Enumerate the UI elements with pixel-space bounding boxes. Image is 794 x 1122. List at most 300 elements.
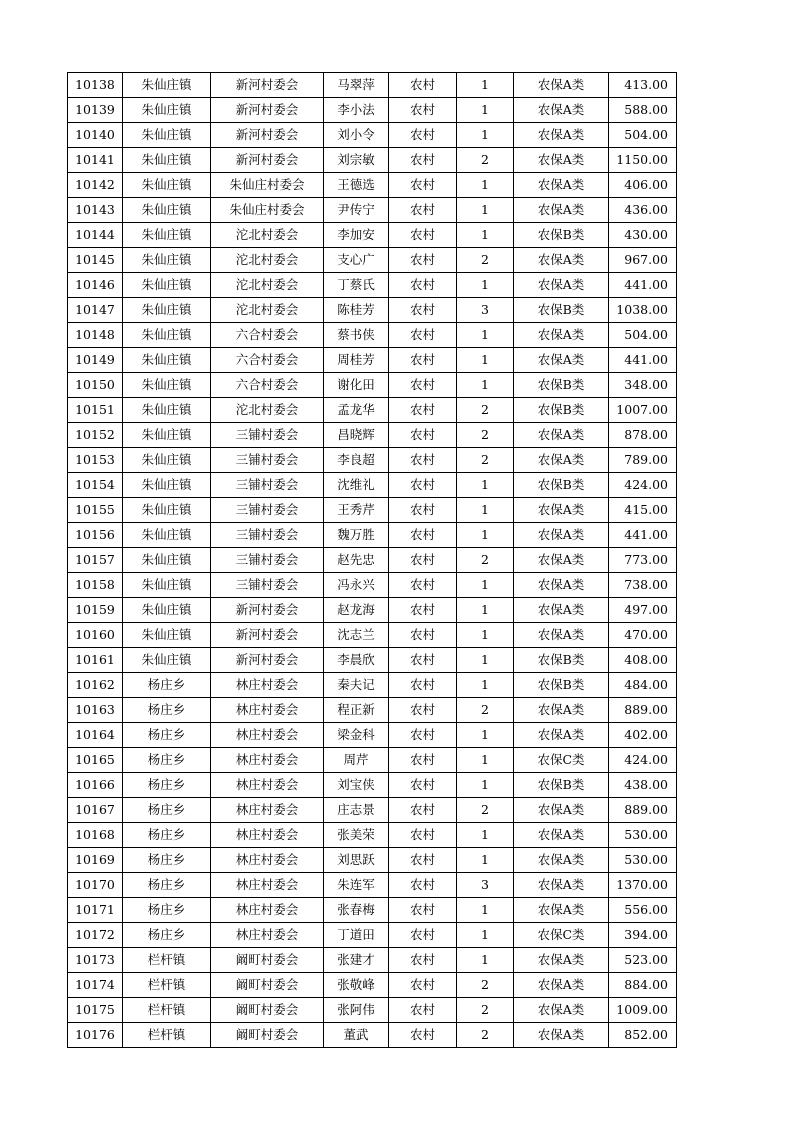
- id-cell: 10166: [68, 773, 123, 798]
- table-row: [68, 298, 677, 323]
- village-cell: 林庄村委会: [211, 798, 324, 823]
- table-row: [68, 248, 677, 273]
- amount-cell: 441.00: [609, 273, 677, 298]
- table-row: [68, 648, 677, 673]
- amount-cell: 415.00: [609, 498, 677, 523]
- count-cell: 2: [457, 248, 514, 273]
- area-cell: 农村: [389, 398, 457, 423]
- amount-cell: 588.00: [609, 98, 677, 123]
- amount-cell: 408.00: [609, 648, 677, 673]
- id-cell: 10173: [68, 948, 123, 973]
- count-cell: 1: [457, 348, 514, 373]
- id-cell: 10141: [68, 148, 123, 173]
- village-cell: 沱北村委会: [211, 273, 324, 298]
- name-cell: 梁金科: [324, 723, 389, 748]
- id-cell: 10171: [68, 898, 123, 923]
- id-cell: 10174: [68, 973, 123, 998]
- township-cell: 朱仙庄镇: [123, 398, 211, 423]
- name-cell: 庄志景: [324, 798, 389, 823]
- village-cell: 新河村委会: [211, 148, 324, 173]
- name-cell: 李加安: [324, 223, 389, 248]
- count-cell: 1: [457, 598, 514, 623]
- id-cell: 10138: [68, 73, 123, 98]
- table-body: [68, 73, 677, 1048]
- area-cell: 农村: [389, 948, 457, 973]
- category-cell: 农保A类: [514, 948, 609, 973]
- amount-cell: 530.00: [609, 823, 677, 848]
- category-cell: 农保A类: [514, 848, 609, 873]
- table-row: [68, 823, 677, 848]
- area-cell: 农村: [389, 473, 457, 498]
- count-cell: 1: [457, 98, 514, 123]
- category-cell: 农保A类: [514, 873, 609, 898]
- name-cell: 蔡书侠: [324, 323, 389, 348]
- name-cell: 秦夫记: [324, 673, 389, 698]
- area-cell: 农村: [389, 123, 457, 148]
- table-row: [68, 173, 677, 198]
- village-cell: 三铺村委会: [211, 498, 324, 523]
- village-cell: 新河村委会: [211, 123, 324, 148]
- table-row: [68, 148, 677, 173]
- table-row: [68, 223, 677, 248]
- table-row: [68, 848, 677, 873]
- area-cell: 农村: [389, 423, 457, 448]
- table-row: [68, 523, 677, 548]
- area-cell: 农村: [389, 898, 457, 923]
- name-cell: 冯永兴: [324, 573, 389, 598]
- category-cell: 农保A类: [514, 123, 609, 148]
- category-cell: 农保A类: [514, 273, 609, 298]
- village-cell: 三铺村委会: [211, 473, 324, 498]
- category-cell: 农保A类: [514, 98, 609, 123]
- name-cell: 张敬峰: [324, 973, 389, 998]
- village-cell: 朱仙庄村委会: [211, 173, 324, 198]
- township-cell: 朱仙庄镇: [123, 298, 211, 323]
- name-cell: 丁道田: [324, 923, 389, 948]
- area-cell: 农村: [389, 348, 457, 373]
- village-cell: 林庄村委会: [211, 898, 324, 923]
- name-cell: 陈桂芳: [324, 298, 389, 323]
- name-cell: 沈维礼: [324, 473, 389, 498]
- category-cell: 农保A类: [514, 548, 609, 573]
- id-cell: 10148: [68, 323, 123, 348]
- village-cell: 阚町村委会: [211, 973, 324, 998]
- table-row: [68, 98, 677, 123]
- name-cell: 王秀芹: [324, 498, 389, 523]
- count-cell: 1: [457, 823, 514, 848]
- area-cell: 农村: [389, 198, 457, 223]
- category-cell: 农保B类: [514, 398, 609, 423]
- id-cell: 10169: [68, 848, 123, 873]
- amount-cell: 852.00: [609, 1023, 677, 1048]
- amount-cell: 504.00: [609, 123, 677, 148]
- category-cell: 农保A类: [514, 73, 609, 98]
- village-cell: 林庄村委会: [211, 773, 324, 798]
- name-cell: 尹传宁: [324, 198, 389, 223]
- township-cell: 朱仙庄镇: [123, 498, 211, 523]
- name-cell: 支心广: [324, 248, 389, 273]
- name-cell: 昌晓辉: [324, 423, 389, 448]
- township-cell: 朱仙庄镇: [123, 173, 211, 198]
- category-cell: 农保A类: [514, 1023, 609, 1048]
- village-cell: 新河村委会: [211, 623, 324, 648]
- name-cell: 丁蔡氏: [324, 273, 389, 298]
- category-cell: 农保A类: [514, 698, 609, 723]
- township-cell: 朱仙庄镇: [123, 348, 211, 373]
- id-cell: 10143: [68, 198, 123, 223]
- count-cell: 1: [457, 473, 514, 498]
- name-cell: 周桂芳: [324, 348, 389, 373]
- category-cell: 农保A类: [514, 323, 609, 348]
- name-cell: 张春梅: [324, 898, 389, 923]
- amount-cell: 424.00: [609, 748, 677, 773]
- area-cell: 农村: [389, 648, 457, 673]
- id-cell: 10157: [68, 548, 123, 573]
- id-cell: 10159: [68, 598, 123, 623]
- township-cell: 杨庄乡: [123, 873, 211, 898]
- category-cell: 农保A类: [514, 173, 609, 198]
- village-cell: 新河村委会: [211, 648, 324, 673]
- amount-cell: 1370.00: [609, 873, 677, 898]
- count-cell: 1: [457, 198, 514, 223]
- township-cell: 朱仙庄镇: [123, 423, 211, 448]
- township-cell: 朱仙庄镇: [123, 598, 211, 623]
- village-cell: 三铺村委会: [211, 548, 324, 573]
- category-cell: 农保B类: [514, 473, 609, 498]
- area-cell: 农村: [389, 1023, 457, 1048]
- name-cell: 沈志兰: [324, 623, 389, 648]
- count-cell: 1: [457, 773, 514, 798]
- amount-cell: 470.00: [609, 623, 677, 648]
- area-cell: 农村: [389, 573, 457, 598]
- village-cell: 新河村委会: [211, 98, 324, 123]
- table-row: [68, 898, 677, 923]
- township-cell: 杨庄乡: [123, 673, 211, 698]
- village-cell: 沱北村委会: [211, 223, 324, 248]
- category-cell: 农保A类: [514, 423, 609, 448]
- table-row: [68, 448, 677, 473]
- area-cell: 农村: [389, 248, 457, 273]
- category-cell: 农保A类: [514, 823, 609, 848]
- area-cell: 农村: [389, 323, 457, 348]
- township-cell: 朱仙庄镇: [123, 273, 211, 298]
- township-cell: 栏杆镇: [123, 1023, 211, 1048]
- table-row: [68, 123, 677, 148]
- table-row: [68, 723, 677, 748]
- area-cell: 农村: [389, 148, 457, 173]
- id-cell: 10146: [68, 273, 123, 298]
- table-row: [68, 798, 677, 823]
- area-cell: 农村: [389, 448, 457, 473]
- amount-cell: 484.00: [609, 673, 677, 698]
- table-row: [68, 773, 677, 798]
- area-cell: 农村: [389, 223, 457, 248]
- name-cell: 李良超: [324, 448, 389, 473]
- amount-cell: 889.00: [609, 798, 677, 823]
- count-cell: 2: [457, 423, 514, 448]
- area-cell: 农村: [389, 273, 457, 298]
- id-cell: 10172: [68, 923, 123, 948]
- count-cell: 1: [457, 173, 514, 198]
- village-cell: 沱北村委会: [211, 398, 324, 423]
- table-row: [68, 398, 677, 423]
- category-cell: 农保B类: [514, 373, 609, 398]
- township-cell: 朱仙庄镇: [123, 523, 211, 548]
- name-cell: 魏万胜: [324, 523, 389, 548]
- amount-cell: 413.00: [609, 73, 677, 98]
- area-cell: 农村: [389, 748, 457, 773]
- township-cell: 朱仙庄镇: [123, 148, 211, 173]
- id-cell: 10161: [68, 648, 123, 673]
- id-cell: 10156: [68, 523, 123, 548]
- category-cell: 农保A类: [514, 898, 609, 923]
- village-cell: 林庄村委会: [211, 723, 324, 748]
- count-cell: 1: [457, 498, 514, 523]
- category-cell: 农保A类: [514, 798, 609, 823]
- township-cell: 杨庄乡: [123, 823, 211, 848]
- table-row: [68, 673, 677, 698]
- beneficiary-table: [67, 72, 677, 1048]
- count-cell: 1: [457, 648, 514, 673]
- table-row: [68, 73, 677, 98]
- category-cell: 农保A类: [514, 523, 609, 548]
- village-cell: 三铺村委会: [211, 573, 324, 598]
- id-cell: 10152: [68, 423, 123, 448]
- township-cell: 朱仙庄镇: [123, 648, 211, 673]
- township-cell: 栏杆镇: [123, 973, 211, 998]
- table-row: [68, 423, 677, 448]
- area-cell: 农村: [389, 873, 457, 898]
- id-cell: 10158: [68, 573, 123, 598]
- id-cell: 10145: [68, 248, 123, 273]
- table-row: [68, 623, 677, 648]
- count-cell: 2: [457, 698, 514, 723]
- category-cell: 农保A类: [514, 248, 609, 273]
- township-cell: 朱仙庄镇: [123, 98, 211, 123]
- amount-cell: 1150.00: [609, 148, 677, 173]
- amount-cell: 738.00: [609, 573, 677, 598]
- table-row: [68, 273, 677, 298]
- count-cell: 1: [457, 673, 514, 698]
- area-cell: 农村: [389, 823, 457, 848]
- table-row: [68, 573, 677, 598]
- township-cell: 朱仙庄镇: [123, 248, 211, 273]
- area-cell: 农村: [389, 973, 457, 998]
- area-cell: 农村: [389, 723, 457, 748]
- township-cell: 杨庄乡: [123, 923, 211, 948]
- count-cell: 1: [457, 623, 514, 648]
- category-cell: 农保A类: [514, 348, 609, 373]
- count-cell: 2: [457, 448, 514, 473]
- area-cell: 农村: [389, 623, 457, 648]
- village-cell: 林庄村委会: [211, 848, 324, 873]
- category-cell: 农保A类: [514, 198, 609, 223]
- category-cell: 农保A类: [514, 973, 609, 998]
- id-cell: 10153: [68, 448, 123, 473]
- id-cell: 10140: [68, 123, 123, 148]
- category-cell: 农保C类: [514, 923, 609, 948]
- name-cell: 赵龙海: [324, 598, 389, 623]
- area-cell: 农村: [389, 923, 457, 948]
- village-cell: 林庄村委会: [211, 748, 324, 773]
- name-cell: 刘宗敏: [324, 148, 389, 173]
- village-cell: 林庄村委会: [211, 923, 324, 948]
- village-cell: 三铺村委会: [211, 448, 324, 473]
- village-cell: 六合村委会: [211, 323, 324, 348]
- id-cell: 10170: [68, 873, 123, 898]
- township-cell: 朱仙庄镇: [123, 223, 211, 248]
- village-cell: 林庄村委会: [211, 673, 324, 698]
- name-cell: 孟龙华: [324, 398, 389, 423]
- township-cell: 杨庄乡: [123, 773, 211, 798]
- township-cell: 朱仙庄镇: [123, 198, 211, 223]
- id-cell: 10151: [68, 398, 123, 423]
- table-row: [68, 598, 677, 623]
- id-cell: 10167: [68, 798, 123, 823]
- name-cell: 周芹: [324, 748, 389, 773]
- id-cell: 10154: [68, 473, 123, 498]
- count-cell: 1: [457, 523, 514, 548]
- village-cell: 沱北村委会: [211, 248, 324, 273]
- count-cell: 2: [457, 1023, 514, 1048]
- category-cell: 农保A类: [514, 148, 609, 173]
- count-cell: 1: [457, 123, 514, 148]
- amount-cell: 773.00: [609, 548, 677, 573]
- category-cell: 农保B类: [514, 298, 609, 323]
- amount-cell: 789.00: [609, 448, 677, 473]
- village-cell: 阚町村委会: [211, 998, 324, 1023]
- table-row: [68, 873, 677, 898]
- id-cell: 10176: [68, 1023, 123, 1048]
- village-cell: 新河村委会: [211, 598, 324, 623]
- name-cell: 谢化田: [324, 373, 389, 398]
- village-cell: 林庄村委会: [211, 823, 324, 848]
- category-cell: 农保B类: [514, 223, 609, 248]
- village-cell: 林庄村委会: [211, 873, 324, 898]
- amount-cell: 504.00: [609, 323, 677, 348]
- village-cell: 三铺村委会: [211, 423, 324, 448]
- count-cell: 3: [457, 298, 514, 323]
- amount-cell: 441.00: [609, 348, 677, 373]
- area-cell: 农村: [389, 698, 457, 723]
- count-cell: 2: [457, 798, 514, 823]
- amount-cell: 530.00: [609, 848, 677, 873]
- table-row: [68, 698, 677, 723]
- count-cell: 1: [457, 848, 514, 873]
- count-cell: 1: [457, 223, 514, 248]
- category-cell: 农保C类: [514, 748, 609, 773]
- township-cell: 朱仙庄镇: [123, 573, 211, 598]
- area-cell: 农村: [389, 998, 457, 1023]
- village-cell: 沱北村委会: [211, 298, 324, 323]
- area-cell: 农村: [389, 373, 457, 398]
- amount-cell: 967.00: [609, 248, 677, 273]
- table-row: [68, 348, 677, 373]
- township-cell: 朱仙庄镇: [123, 323, 211, 348]
- id-cell: 10155: [68, 498, 123, 523]
- id-cell: 10163: [68, 698, 123, 723]
- category-cell: 农保A类: [514, 598, 609, 623]
- id-cell: 10150: [68, 373, 123, 398]
- area-cell: 农村: [389, 173, 457, 198]
- count-cell: 1: [457, 923, 514, 948]
- amount-cell: 430.00: [609, 223, 677, 248]
- township-cell: 杨庄乡: [123, 898, 211, 923]
- count-cell: 1: [457, 373, 514, 398]
- amount-cell: 884.00: [609, 973, 677, 998]
- township-cell: 朱仙庄镇: [123, 123, 211, 148]
- village-cell: 阚町村委会: [211, 948, 324, 973]
- village-cell: 新河村委会: [211, 73, 324, 98]
- id-cell: 10160: [68, 623, 123, 648]
- township-cell: 朱仙庄镇: [123, 623, 211, 648]
- count-cell: 2: [457, 998, 514, 1023]
- amount-cell: 889.00: [609, 698, 677, 723]
- table-row: [68, 548, 677, 573]
- id-cell: 10147: [68, 298, 123, 323]
- area-cell: 农村: [389, 848, 457, 873]
- area-cell: 农村: [389, 73, 457, 98]
- count-cell: 2: [457, 548, 514, 573]
- id-cell: 10139: [68, 98, 123, 123]
- table-row: [68, 373, 677, 398]
- township-cell: 杨庄乡: [123, 698, 211, 723]
- amount-cell: 1009.00: [609, 998, 677, 1023]
- area-cell: 农村: [389, 773, 457, 798]
- count-cell: 2: [457, 148, 514, 173]
- id-cell: 10144: [68, 223, 123, 248]
- village-cell: 朱仙庄村委会: [211, 198, 324, 223]
- category-cell: 农保A类: [514, 573, 609, 598]
- amount-cell: 438.00: [609, 773, 677, 798]
- name-cell: 李晨欣: [324, 648, 389, 673]
- village-cell: 六合村委会: [211, 348, 324, 373]
- township-cell: 栏杆镇: [123, 948, 211, 973]
- table-row: [68, 923, 677, 948]
- amount-cell: 424.00: [609, 473, 677, 498]
- amount-cell: 497.00: [609, 598, 677, 623]
- table-row: [68, 1023, 677, 1048]
- amount-cell: 436.00: [609, 198, 677, 223]
- area-cell: 农村: [389, 673, 457, 698]
- id-cell: 10142: [68, 173, 123, 198]
- id-cell: 10162: [68, 673, 123, 698]
- table-row: [68, 748, 677, 773]
- area-cell: 农村: [389, 548, 457, 573]
- amount-cell: 441.00: [609, 523, 677, 548]
- area-cell: 农村: [389, 498, 457, 523]
- id-cell: 10164: [68, 723, 123, 748]
- category-cell: 农保B类: [514, 648, 609, 673]
- name-cell: 李小法: [324, 98, 389, 123]
- id-cell: 10165: [68, 748, 123, 773]
- amount-cell: 1007.00: [609, 398, 677, 423]
- name-cell: 马翠萍: [324, 73, 389, 98]
- amount-cell: 402.00: [609, 723, 677, 748]
- count-cell: 2: [457, 973, 514, 998]
- count-cell: 3: [457, 873, 514, 898]
- count-cell: 1: [457, 273, 514, 298]
- village-cell: 三铺村委会: [211, 523, 324, 548]
- area-cell: 农村: [389, 523, 457, 548]
- count-cell: 1: [457, 323, 514, 348]
- table-row: [68, 198, 677, 223]
- count-cell: 1: [457, 723, 514, 748]
- table-row: [68, 948, 677, 973]
- name-cell: 朱连军: [324, 873, 389, 898]
- name-cell: 张建才: [324, 948, 389, 973]
- village-cell: 六合村委会: [211, 373, 324, 398]
